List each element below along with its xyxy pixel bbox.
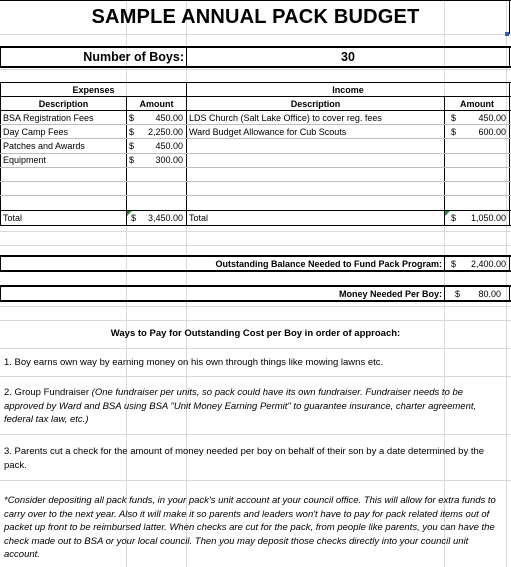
money-per-boy-label: Money Needed Per Boy: xyxy=(338,289,442,299)
deposit-note: *Consider depositing all pack funds, in your pack's unit account at your council office. This will allow for extra funds to carry over to the next year. Also it will make it so parents and leaders won't have to pay for pack related items out of packet up front to be reimbursed latter. When checks are cut for the pack, from people like parents, you can have the check made out to BSA or your local council. Then you may deposit those checks directly into your council unit account. xyxy=(4,495,496,560)
income-description: Ward Budget Allowance for Cub Scouts xyxy=(189,127,347,137)
income-total-label: Total xyxy=(189,213,209,223)
page-title: SAMPLE ANNUAL PACK BUDGET xyxy=(91,6,420,28)
outstanding-balance-label: Outstanding Balance Needed to Fund Pack Program: xyxy=(215,259,442,269)
income-description-header: Description xyxy=(290,99,341,109)
number-of-boys-label: Number of Boys: xyxy=(83,50,184,64)
selection-handle xyxy=(505,32,509,36)
grid-line xyxy=(0,69,511,70)
expense-description: Day Camp Fees xyxy=(3,127,69,137)
grid-line xyxy=(0,231,511,232)
grid-line xyxy=(0,320,511,321)
way-item-3: 3. Parents cut a check for the amount of money needed per boy on behalf of their son by a date determined by the pack. xyxy=(4,446,485,471)
income-amount: $ 450.00 xyxy=(451,113,506,123)
grid-line xyxy=(0,34,511,35)
expense-amount: $ 300.00 xyxy=(129,155,183,165)
expenses-heading: Expenses xyxy=(72,85,115,95)
income-total-amount: $ 1,050.00 xyxy=(451,213,506,223)
expense-amount: $ 450.00 xyxy=(129,141,183,151)
expenses-total-label: Total xyxy=(3,213,23,223)
expense-description: BSA Registration Fees xyxy=(3,113,94,123)
expense-amount: $ 2,250.00 xyxy=(129,127,183,137)
expenses-amount-header: Amount xyxy=(139,99,174,109)
income-amount: $ 600.00 xyxy=(451,127,506,137)
expense-description: Equipment xyxy=(3,155,47,165)
expenses-total-amount: $ 3,450.00 xyxy=(131,213,183,223)
grid-line xyxy=(0,480,511,481)
grid-line xyxy=(0,376,511,377)
ways-heading: Ways to Pay for Outstanding Cost per Boy in order of approach: xyxy=(110,328,401,339)
expenses-description-header: Description xyxy=(38,99,89,109)
grid-line xyxy=(0,245,511,246)
grid-line xyxy=(0,348,511,349)
number-of-boys-value: 30 xyxy=(341,50,355,64)
money-per-boy-amount: $ 80.00 xyxy=(455,289,501,299)
expense-amount: $ 450.00 xyxy=(129,113,183,123)
way-item-1: 1. Boy earns own way by earning money on his own through things like mowing lawns etc. xyxy=(4,357,384,368)
income-heading: Income xyxy=(332,85,364,95)
outstanding-balance-amount: $ 2,400.00 xyxy=(451,259,506,269)
income-description: LDS Church (Salt Lake Office) to cover reg. fees xyxy=(189,113,382,123)
income-amount-header: Amount xyxy=(460,99,494,109)
way-item-2: 2. Group Fundraiser (One fundraiser per units, so pack could have its own fundraiser. Fundraiser needs to be approved by Ward and BSA using BSA "Unit Money Earning Permit" to guarantee insurance, charter agreement, federal tax law, etc.) xyxy=(4,387,477,425)
grid-line xyxy=(0,434,511,435)
grid-line xyxy=(0,306,511,307)
expense-description: Patches and Awards xyxy=(3,141,85,151)
